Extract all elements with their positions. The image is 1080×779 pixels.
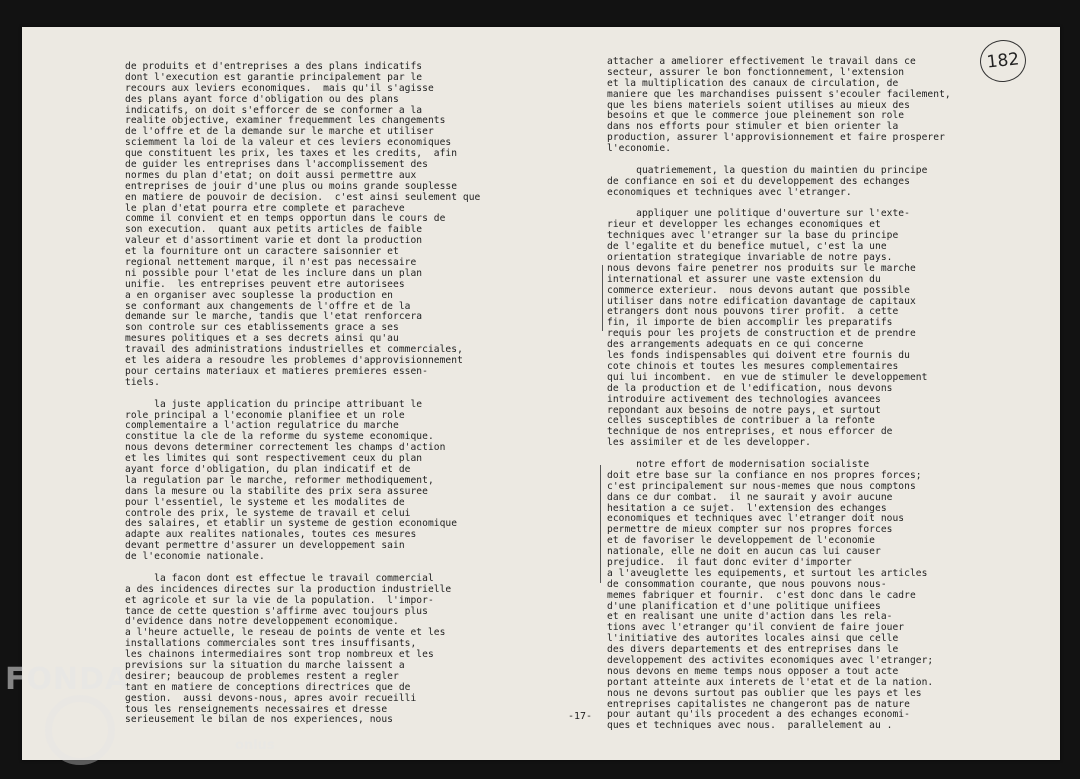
text-line: etrangers dont nous pouvons tirer profit. a cette bbox=[607, 306, 899, 318]
text-line: les fonds indispensables qui doivent etre fournis du bbox=[607, 350, 910, 362]
text-line: que les biens materiels soient utilises au mieux des bbox=[607, 99, 910, 111]
text-line: et la multiplication des canaux de circulation, de bbox=[607, 77, 899, 89]
margin-mark bbox=[600, 465, 601, 583]
text-line: notre effort de modernisation socialiste bbox=[607, 458, 870, 470]
text-line: comme il convient et en temps opportun dans le cours de bbox=[125, 213, 446, 225]
text-line: utiliser dans notre edification davantage de capitaux bbox=[607, 295, 916, 307]
text-line: son execution. quant aux petits articles de faible bbox=[125, 224, 423, 236]
text-line: de l'economie nationale. bbox=[125, 551, 265, 563]
text-line: en matiere de pouvoir de decision. c'est ainsi seulement que bbox=[125, 191, 481, 203]
text-line: des salaires, et etablir un systeme de gestion economique bbox=[125, 518, 458, 530]
text-line: c'est principalement sur nous-memes que nous comptons bbox=[607, 480, 916, 492]
text-line: installations commerciales sont tres insuffisants, bbox=[125, 638, 417, 650]
text-line: d'une planification et d'une politique unifiees bbox=[607, 600, 881, 612]
watermark-subtext: onlus bbox=[235, 738, 275, 753]
text-line: des divers departements et des entreprises dans le bbox=[607, 644, 899, 656]
text-line: economiques et techniques avec l'etranger doit nous bbox=[607, 513, 905, 525]
text-line: celles susceptibles de contribuer a la refonte bbox=[607, 415, 875, 427]
text-line: regional nettement marque, il n'est pas necessaire bbox=[125, 257, 417, 269]
text-line: tous les renseignements necessaires et dresse bbox=[125, 703, 388, 715]
text-line: developpement des activites economiques avec l'etranger; bbox=[607, 654, 934, 666]
text-line: orientation strategique invariable de notre pays. bbox=[607, 252, 893, 264]
text-line: controle des prix, le systeme de travail et celui bbox=[125, 507, 411, 519]
text-line: permettre de mieux compter sur nos propres forces bbox=[607, 524, 893, 536]
text-line: introduire activement des technologies avancees bbox=[607, 393, 881, 405]
text-line: techniques avec l'etranger sur la base du principe bbox=[607, 230, 899, 242]
text-line: dans nos efforts pour stimuler et bien orienter la bbox=[607, 121, 899, 133]
text-line: nous devons determiner correctement les champs d'action bbox=[125, 442, 446, 454]
text-line: et de favoriser le developpement de l'economie bbox=[607, 535, 875, 547]
text-line: et en realisant une unite d'action dans les rela- bbox=[607, 611, 893, 623]
text-line: ni possible pour l'etat de les inclure dans un plan bbox=[125, 267, 423, 279]
text-line: et les limites qui sont respectivement ceux du plan bbox=[125, 453, 423, 465]
text-line: international et assurer une vaste extension du bbox=[607, 273, 881, 285]
text-line: nous devons faire penetrer nos produits sur le marche bbox=[607, 262, 916, 274]
text-line: besoins et que le commerce joue pleinement son role bbox=[607, 110, 905, 122]
text-line: entreprises de jouir d'une plus ou moins grande souplesse bbox=[125, 180, 458, 192]
text-line: economiques et techniques avec l'etranger. bbox=[607, 186, 852, 198]
text-line: a l'aveuglette les equipements, et surtout les articles bbox=[607, 567, 928, 579]
text-line: adapte aux realites nationales, toutes ces mesures bbox=[125, 529, 417, 541]
text-line: la juste application du principe attribuant le bbox=[125, 398, 423, 410]
text-line: pour l'essentiel, le systeme et les modalites de bbox=[125, 496, 405, 508]
text-line: nationale, elle ne doit en aucun cas lui causer bbox=[607, 546, 881, 558]
text-line: et les aidera a resoudre les problemes d'approvisionnement bbox=[125, 355, 463, 367]
text-line: memes fabriquer et fournir. c'est donc dans le cadre bbox=[607, 589, 916, 601]
text-line: devant permettre d'assurer un developpement sain bbox=[125, 540, 405, 552]
text-line: qui lui incombent. en vue de stimuler le developpement bbox=[607, 371, 928, 383]
text-line: et agricole et sur la vie de la population. l'impor- bbox=[125, 594, 434, 606]
text-line: quatriemement, la question du maintien du principe bbox=[607, 164, 928, 176]
text-line: tiels. bbox=[125, 376, 160, 388]
text-line: et la fourniture ont un caractere saisonnier et bbox=[125, 246, 399, 258]
text-line: unifie. les entreprises peuvent etre autorisees bbox=[125, 278, 405, 290]
text-line: attacher a ameliorer effectivement le travail dans ce bbox=[607, 56, 916, 67]
text-line: le plan d'etat pourra etre complete et paracheve bbox=[125, 202, 405, 214]
text-line: nous ne devons surtout pas oublier que les pays et les bbox=[607, 687, 922, 699]
text-line: gestion. aussi devons-nous, apres avoir recueilli bbox=[125, 692, 417, 704]
watermark-logo bbox=[45, 695, 115, 765]
page-stamp: 182 bbox=[978, 38, 1028, 85]
left-column bbox=[125, 62, 545, 726]
text-line: dans la mesure ou la stabilite des prix sera assuree bbox=[125, 485, 428, 497]
text-line: constitue la cle de la reforme du systeme economique. bbox=[125, 431, 434, 443]
text-line: se conformant aux changements de l'offre et de la bbox=[125, 300, 411, 312]
text-line: repondant aux besoins de notre pays, et surtout bbox=[607, 404, 881, 416]
text-line: sciemment la loi de la valeur et ces leviers economiques bbox=[125, 137, 452, 149]
right-column bbox=[607, 57, 1027, 732]
text-line: tant en matiere de conceptions directrices que de bbox=[125, 681, 411, 693]
text-line: de l'offre et de la demande sur le marche et utiliser bbox=[125, 126, 434, 138]
text-line: tions avec l'etranger qu'il convient de faire jouer bbox=[607, 622, 905, 634]
text-line: recours aux leviers economiques. mais qu'il s'agisse bbox=[125, 82, 434, 94]
text-line: fin, il importe de bien accomplir les preparatifs bbox=[607, 317, 893, 329]
text-line: rieur et developper les echanges economiques et bbox=[607, 219, 881, 231]
text-line: entreprises capitalistes ne changeront pas de nature bbox=[607, 698, 910, 710]
text-line: dont l'execution est garantie principalement par le bbox=[125, 71, 423, 83]
watermark-text: FONDA bbox=[5, 662, 130, 697]
text-line: des arrangements adequats en ce qui concerne bbox=[607, 339, 864, 351]
page-number: -17- bbox=[568, 711, 593, 722]
text-line: prejudice. il faut donc eviter d'importer bbox=[607, 556, 852, 568]
text-line: pour certains materiaux et matieres premieres essen- bbox=[125, 365, 428, 377]
text-line: indicatifs, on doit s'efforcer de se conformer a la bbox=[125, 104, 423, 116]
text-line: de la production et de l'edification, nous devons bbox=[607, 382, 893, 394]
text-line: normes du plan d'etat; on doit aussi permettre aux bbox=[125, 169, 417, 181]
text-line: ayant force d'obligation, du plan indicatif et de bbox=[125, 463, 411, 475]
margin-mark bbox=[602, 265, 603, 331]
text-line: pour autant qu'ils procedent a des echanges economi- bbox=[607, 709, 910, 721]
text-line: hesitation a ce sujet. l'extension des echanges bbox=[607, 502, 887, 514]
text-line: ques et techniques avec nous. parallelement au . bbox=[607, 720, 893, 732]
text-line: appliquer une politique d'ouverture sur l'exte- bbox=[607, 208, 910, 220]
text-line: les chainons intermediaires sont trop nombreux et les bbox=[125, 649, 434, 661]
text-line: l'economie. bbox=[607, 143, 672, 155]
text-line: realite objective, examiner frequemment les changements bbox=[125, 115, 446, 127]
text-line: serieusement le bilan de nos experiences, nous bbox=[125, 714, 393, 726]
text-line: de produits et d'entreprises a des plans indicatifs bbox=[125, 61, 423, 72]
text-line: desirer; beaucoup de problemes restent a regler bbox=[125, 670, 399, 682]
text-line: complementaire a l'action regulatrice du marche bbox=[125, 420, 399, 432]
text-line: de l'egalite et du benefice mutuel, c'est la une bbox=[607, 241, 887, 253]
text-line: de consommation courante, que nous pouvons nous- bbox=[607, 578, 887, 590]
text-line: a en organiser avec souplesse la production en bbox=[125, 289, 393, 301]
text-line: requis pour les projets de construction et de prendre bbox=[607, 328, 916, 340]
text-line: a des incidences directes sur la production industrielle bbox=[125, 583, 452, 595]
text-line: role principal a l'economie planifiee et un role bbox=[125, 409, 405, 421]
text-line: mesures politiques et a ses decrets ainsi qu'au bbox=[125, 333, 399, 345]
text-line: la facon dont est effectue le travail commercial bbox=[125, 572, 434, 584]
text-line: doit etre base sur la confiance en nos propres forces; bbox=[607, 469, 922, 481]
text-line: de confiance en soi et du developpement des echanges bbox=[607, 175, 910, 187]
paragraph-gap bbox=[125, 389, 545, 400]
text-line: cote chinois et toutes les mesures complementaires bbox=[607, 360, 899, 372]
text-line: maniere que les marchandises puissent s'ecouler facilement, bbox=[607, 88, 951, 100]
text-line: travail des administrations industrielles et commerciales, bbox=[125, 344, 463, 356]
text-line: de guider les entreprises dans l'accomplissement des bbox=[125, 159, 428, 171]
text-line: les assimiler et de les developper. bbox=[607, 437, 811, 449]
text-line: valeur et d'assortiment varie et dont la production bbox=[125, 235, 423, 247]
text-line: a l'heure actuelle, le reseau de points de vente et les bbox=[125, 627, 446, 639]
text-line: que constituent les prix, les taxes et les credits, afin bbox=[125, 148, 458, 160]
text-line: portant atteinte aux interets de l'etat et de la nation. bbox=[607, 676, 934, 688]
text-line: commerce exterieur. nous devons autant que possible bbox=[607, 284, 910, 296]
text-line: demande sur le marche, tandis que l'etat renforcera bbox=[125, 311, 423, 323]
text-line: des plans ayant force d'obligation ou des plans bbox=[125, 93, 399, 105]
text-line: production, assurer l'approvisionnement et faire prosperer bbox=[607, 132, 945, 144]
text-line: technique de nos entreprises, et nous efforcer de bbox=[607, 426, 893, 438]
text-line: l'initiative des autorites locales ainsi que celle bbox=[607, 633, 899, 645]
document-page bbox=[22, 27, 1060, 760]
text-line: d'evidence dans notre developpement economique. bbox=[125, 616, 399, 628]
text-line: la regulation par le marche, reformer methodiquement, bbox=[125, 474, 434, 486]
text-line: dans ce dur combat. il ne saurait y avoir aucune bbox=[607, 491, 893, 503]
text-line: nous devons en meme temps nous opposer a tout acte bbox=[607, 665, 899, 677]
text-line: son controle sur ces etablissements grace a ses bbox=[125, 322, 399, 334]
text-line: secteur, assurer le bon fonctionnement, l'extension bbox=[607, 66, 905, 78]
text-line: previsions sur la situation du marche laissent a bbox=[125, 659, 405, 671]
text-line: tance de cette question s'affirme avec toujours plus bbox=[125, 605, 428, 617]
